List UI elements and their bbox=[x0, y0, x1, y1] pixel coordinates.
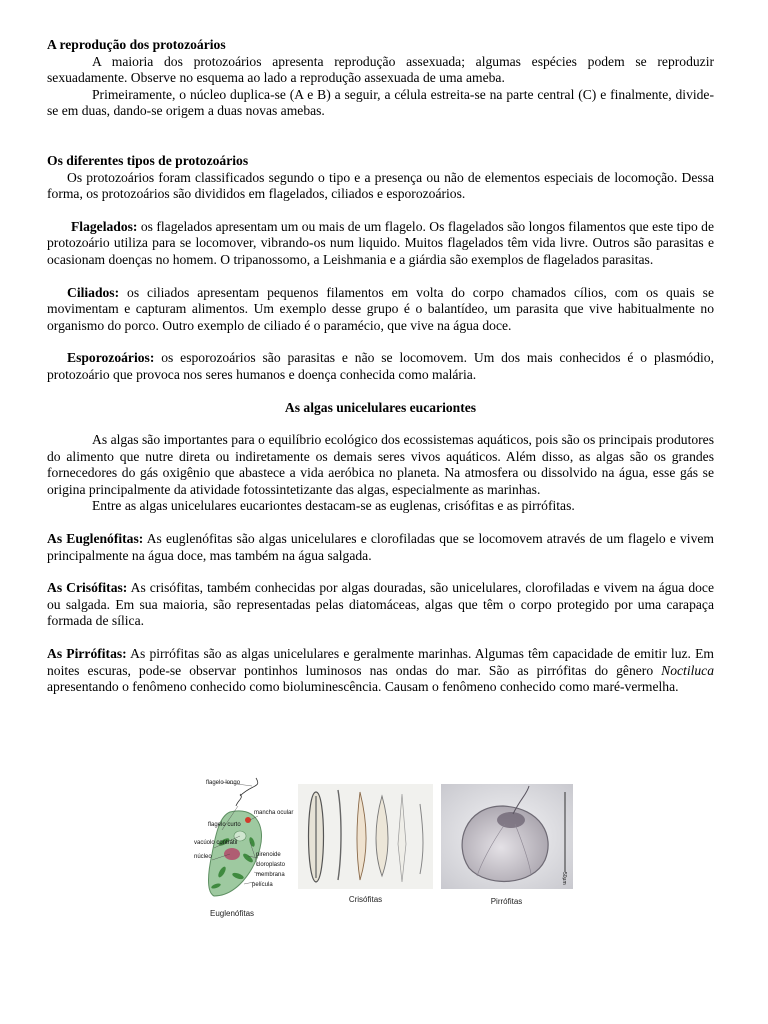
paragraph-flagelados bbox=[47, 219, 714, 269]
crisofitas-figure bbox=[298, 784, 433, 904]
term-euglenofitas: As Euglenófitas: bbox=[47, 531, 144, 547]
diatoms-photo bbox=[298, 784, 433, 889]
scale-bar-label: 50µm bbox=[561, 872, 567, 885]
label-cloroplasto: cloroplasto bbox=[256, 862, 286, 868]
label-flagelo-longo: flagelo longo bbox=[206, 780, 241, 786]
term-crisofitas: As Crisófitas: bbox=[47, 580, 128, 596]
paragraph-euglenofitas bbox=[47, 531, 714, 564]
section-title-reproducao: A reprodução dos protozoários bbox=[47, 37, 226, 52]
paragraph: A maioria dos protozoários apresenta reprodução assexuada; algumas espécies podem se reproduzir sexuadamente. Observe no esquema ao lado a reprodução assexuada de uma ameba. bbox=[47, 53, 714, 86]
caption-crisofitas: Crisófitas bbox=[348, 895, 383, 904]
text-pirrofitas-a: As pirrófitas são as algas unicelulares e geralmente marinhas. Algumas têm capacidade de emitir luz. Em noites escuras, pode-se observar pontinhos luminosos nas ondas do mar. São as pirrófitas do gênero bbox=[47, 646, 714, 678]
label-nucleo: núcleo bbox=[194, 854, 212, 860]
paragraph: Os protozoários foram classificados segundo o tipo e a presença ou não de elementos especiais de locomoção. Dessa forma, os protozoários são divididos em flagelados, ciliados e esporozoários. bbox=[47, 169, 714, 202]
text-pirrofitas-b: apresentando o fenômeno conhecido como bioluminescência. Causam o fenômeno conhecido como maré-vermelha. bbox=[47, 679, 679, 695]
label-mancha-ocular: mancha ocular bbox=[254, 810, 294, 816]
term-pirrofitas: As Pirrófitas: bbox=[47, 646, 127, 662]
label-vacuolo: vacúolo contrátil bbox=[194, 840, 238, 846]
label-flagelo-curto: flagelo curto bbox=[208, 822, 241, 828]
noctiluca-photo bbox=[441, 784, 573, 889]
paragraph: Entre as algas unicelulares eucariontes destacam-se as euglenas, crisófitas e as pirrófitas. bbox=[92, 498, 575, 514]
paragraph-esporozoarios bbox=[47, 350, 714, 383]
paragraph: As algas são importantes para o equilíbrio ecológico dos ecossistemas aquáticos, pois são os principais produtores do alimento que nutre direta ou indiretamente os demais seres vivos aquáticos. Além disso, as algas são os grandes fornecedores do gás oxigênio que abastece a vida aeróbica no planeta. Na atmosfera ou dissolvido na água, esse gás se origina principalmente da atividade fotossintetizante das algas, especialmente as marinhas. bbox=[47, 432, 714, 497]
label-membrana: membrana bbox=[256, 872, 285, 878]
paragraph-pirrofitas bbox=[47, 646, 714, 696]
figures-row bbox=[0, 774, 768, 924]
term-ciliados: Ciliados: bbox=[67, 284, 120, 300]
document-text bbox=[47, 37, 714, 696]
term-flagelados: Flagelados: bbox=[71, 218, 138, 234]
text-euglenofitas: As euglenófitas são algas unicelulares e clorofiladas que se locomovem através de um flagelo e vivem principalmente na água doce, mas também na água salgada. bbox=[47, 531, 714, 563]
text-crisofitas: As crisófitas, também conhecidas por algas douradas, são unicelulares, clorofiladas e vivem na água doce ou salgada. Em sua maioria, são representadas pelas diatomáceas, algas que têm o corpo protegido por uma carapaça formada de sílica. bbox=[47, 580, 714, 629]
pirrofitas-figure bbox=[441, 784, 573, 906]
section-title-algas: As algas unicelulares eucariontes bbox=[284, 399, 477, 415]
euglena-figure bbox=[192, 776, 294, 918]
term-esporozoarios: Esporozoários: bbox=[67, 350, 155, 366]
label-pirenoide: pirenoide bbox=[256, 852, 281, 858]
section-title-tipos: Os diferentes tipos de protozoários bbox=[47, 152, 249, 168]
paragraph-crisofitas bbox=[47, 580, 714, 630]
text-ciliados: os ciliados apresentam pequenos filamentos em volta do corpo chamados cílios, com os quais se movimentam e capturam alimentos. Um exemplo desse grupo é o balantídeo, um parasita que vive habitualmente no organismo do porco. Outro exemplo de ciliado é o paramécio, que vive na água doce. bbox=[47, 284, 714, 333]
label-pelicula: película bbox=[252, 882, 273, 888]
text-flagelados: os flagelados apresentam um ou mais de um flagelo. Os flagelados são longos filamentos que este tipo de protozoário utiliza para se locomover, vibrando-os num liquido. Muitos flagelados têm vida livre. Outros são parasitas e ocasionam doenças no homem. O tripanossomo, a Leishmania e a giárdia são exemplos de flagelados parasitas. bbox=[47, 218, 714, 267]
caption-euglenofitas: Euglenófitas bbox=[209, 909, 255, 918]
genus-noctiluca: Noctiluca bbox=[661, 662, 714, 678]
paragraph-ciliados bbox=[47, 285, 714, 335]
text-esporozoarios: os esporozoários são parasitas e não se locomovem. Um dos mais conhecidos é o plasmódio, protozoário que provoca nos seres humanos e doença conhecida como malária. bbox=[47, 350, 714, 382]
paragraph: Primeiramente, o núcleo duplica-se (A e B) a seguir, a célula estreita-se na parte central (C) e finalmente, divide-se em duas, dando-se origem a duas novas amebas. bbox=[47, 86, 714, 119]
caption-pirrofitas: Pirrófitas bbox=[490, 897, 523, 906]
